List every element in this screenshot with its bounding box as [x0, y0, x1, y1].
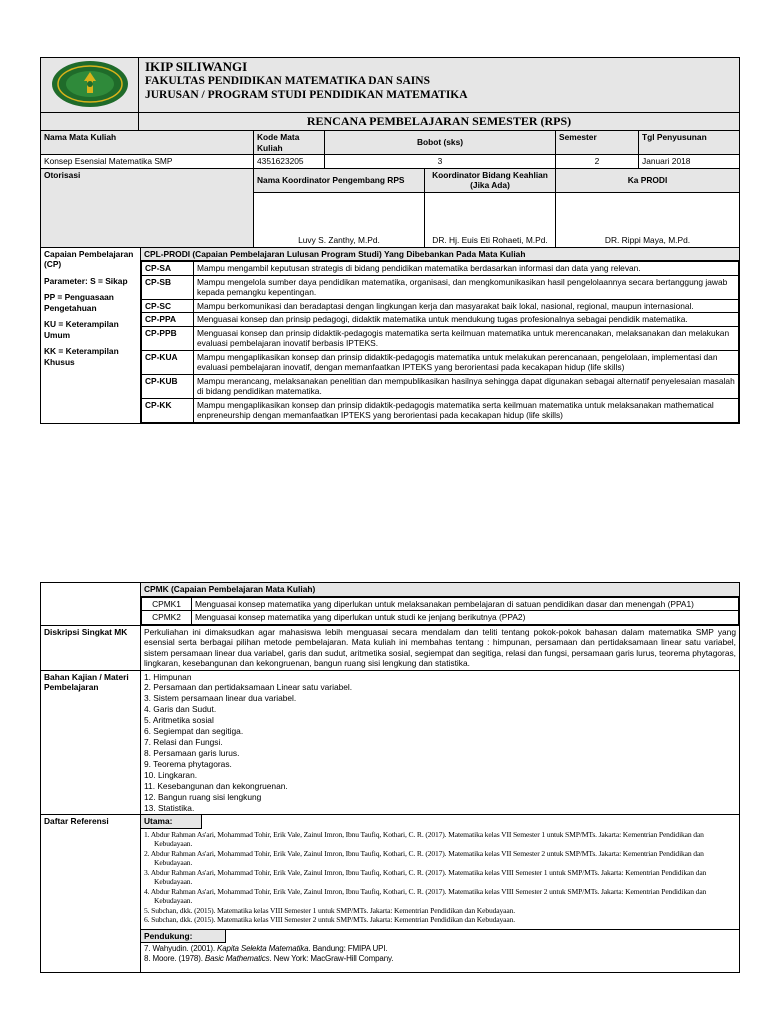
param-kk-label: KK = Keterampilan Khusus: [44, 346, 119, 367]
cp-item-row: [142, 374, 739, 398]
faculty-name: FAKULTAS PENDIDIKAN MATEMATIKA DAN SAINS: [145, 74, 430, 87]
label-course-name: Nama Mata Kuliah: [41, 131, 254, 155]
label-head-of-program: Ka PRODI: [556, 168, 740, 192]
cpmk-item-row: [142, 611, 739, 625]
cpl-prodi-header: CPL-PRODI (Capaian Pembelajaran Lulusan Program Studi) Yang Dibebankan Pada Mata Kuliah: [141, 247, 740, 261]
reference-support-author: Wahyudin. (2001).: [152, 944, 218, 954]
topics-cell: [141, 670, 740, 815]
reference-main-item: 1. Abdur Rahman As'ari, Mohammad Tohir, Erik Vale, Zainul Imron, Ibnu Taufiq, Kothari, C. R. (2017). Matematika kelas VII Semester 1 untuk SMP/MTs. Jakarta: Kementrian Pendidikan dan Kebudayaan.: [144, 829, 704, 849]
logo-cell: [41, 58, 139, 113]
topic-item: 9. Teorema phytagoras.: [144, 758, 232, 769]
head-of-program-signature: DR. Rippi Maya, M.Pd.: [556, 192, 740, 247]
cpmk-table: [40, 582, 740, 973]
cp-item-text: Mampu merancang, melaksanakan penelitian dan mempublikasikan hasilnya sehingga dapat digunakan sebagai alternatif penyelesaian masalah di bidang pendidikan matematika.: [194, 374, 739, 398]
topic-item: 6. Segiempat dan segitiga.: [144, 726, 244, 737]
cp-item-code: CP-KUB: [142, 374, 194, 398]
param-ku-label: KU = Keterampilan Umum: [44, 319, 119, 340]
references-main-list: [141, 829, 739, 929]
reference-support-item: [144, 944, 736, 954]
reference-support-rest: . New York: MacGraw-Hill Company.: [269, 954, 394, 964]
cp-item-text: Mampu mengelola sumber daya pendidikan matematika, organisasi, dan mengkomunikasikan hasil pengelolaannya secara bertanggung jawab kepada pemangku kepentingan.: [194, 275, 739, 299]
topic-item: 7. Relasi dan Fungsi.: [144, 737, 223, 748]
course-semester: 2: [556, 155, 639, 169]
reference-main-item: 4. Abdur Rahman As'ari, Mohammad Tohir, Erik Vale, Zainul Imron, Ibnu Taufiq, Kothari, C. R. (2017). Matematika kelas VIII Semester 2 untuk SMP/MTs. Jakarta: Kementrian Pendidikan dan Kebudayaan.: [144, 886, 707, 906]
cpmk-item-code: CPMK1: [142, 597, 192, 611]
reference-support-title: Kapita Selekta Matematika: [217, 944, 309, 954]
course-description: Perkuliahan ini dimaksudkan agar mahasiswa lebih menguasai secara mendalam dan teliti tentang pokok-pokok bahasan dalam matematika SMP yang esensial serta berbagai pilihan metode pembelajaran. Mata kuliah ini membahas tentang : himpunan, persamaan dan pertidaksamaan linear satu variabel, sistem persamaan linear dua variabel, garis dan sudut, aritmetika sosial, segiempat dan segitiga, relasi dan fungsi, persamaan garis lurus, teorema phytagoras, lingkaran, kesebangunan dan kekongruenan, bangun ruang sisi lengkung dan statistika.: [141, 625, 740, 670]
cpmk-item-code: CPMK2: [142, 611, 192, 625]
topic-item: 5. Aritmetika sosial: [144, 715, 214, 726]
reference-support-rest: . Bandung: FMIPA UPI.: [308, 944, 388, 954]
cpmk-left-blank: [41, 583, 141, 626]
topic-item: 10. Lingkaran.: [144, 769, 198, 780]
references-support-cell: [141, 929, 740, 973]
label-description: Diskripsi Singkat MK: [41, 625, 141, 670]
reference-main-item: 5. Subchan, dkk. (2015). Matematika kelas VIII Semester 1 untuk SMP/MTs. Jakarta: Kementrian Pendidikan dan Kebudayaan.: [144, 905, 515, 915]
course-date: Januari 2018: [639, 155, 740, 169]
course-name: Konsep Esensial Matematika SMP: [41, 155, 254, 169]
document-title: RENCANA PEMBELAJARAN SEMESTER (RPS): [139, 113, 740, 131]
course-info-table: [40, 130, 740, 169]
cp-item-code: CP-SC: [142, 299, 194, 313]
topic-item: 13. Statistika.: [144, 802, 195, 813]
reference-support-author: Moore. (1978).: [152, 954, 205, 964]
cp-item-row: [142, 398, 739, 422]
cp-item-text: Mampu mengaplikasikan konsep dan prinsip didaktik-pedagogis matematika untuk melakukan perencanaan, pengelolaan, implementasi dan evaluasi pembelajaran inovatif, dengan memanfaatkan IPTEKS yang berorientasi pada kecakapan hidup (life skills): [194, 350, 739, 374]
cp-label: Capaian Pembelajaran (CP): [44, 248, 134, 269]
cp-item-text: Menguasai konsep dan prinsip didaktik-pedagogis matematika serta keilmuan matematika untuk merencanakan, melaksanakan dan melakukan evaluasi pembelajaran inovatif berbasis IPTEKS.: [194, 326, 739, 350]
references-support-label: Pendukung:: [141, 930, 226, 944]
authorization-table: [40, 168, 740, 248]
cp-item-text: Mampu mengaplikasikan konsep dan prinsip didaktik-pedagogis matematika serta keilmuan matematika untuk melaksanakan mathematical enpreneurship dengan memanfaatkan IPTEKS yang berorientasi pada kecakapan hidup (life skills): [194, 398, 739, 422]
topic-item: 11. Kesebangunan dan kekongruenan.: [144, 780, 288, 791]
label-references: Daftar Referensi: [41, 815, 141, 973]
cpmk-item-text: Menguasai konsep matematika yang diperlukan untuk studi ke jenjang berikutnya (PPA2): [192, 611, 739, 625]
label-credits: Bobot (sks): [325, 131, 556, 155]
header-table: [40, 57, 740, 131]
cp-item-code: CP-SB: [142, 275, 194, 299]
reference-main-item: 6. Subchan, dkk. (2015). Matematika kelas VIII Semester 2 untuk SMP/MTs. Jakarta: Kementrian Pendidikan dan Kebudayaan.: [144, 915, 515, 925]
institution-logo-icon: [49, 59, 131, 109]
institution-name: IKIP SILIWANGI: [145, 59, 248, 74]
label-course-code: Kode Mata Kuliah: [254, 131, 325, 155]
topic-item: 1. Himpunan: [144, 671, 192, 682]
cp-item-row: [142, 262, 739, 276]
label-date: Tgl Penyusunan: [639, 131, 740, 155]
references-main-label: Utama:: [141, 815, 202, 829]
cpmk-item-text: Menguasai konsep matematika yang diperlukan untuk melaksanakan pembelajaran di satuan pendidikan dasar dan menengah (PPA1): [192, 597, 739, 611]
cpmk-list-cell: [141, 596, 740, 625]
department-name: JURUSAN / PROGRAM STUDI PENDIDIKAN MATEMATIKA: [145, 88, 468, 101]
topic-item: 4. Garis dan Sudut.: [144, 704, 217, 715]
dev-coordinator-signature: Luvy S. Zanthy, M.Pd.: [254, 192, 425, 247]
cpmk-items-table: [141, 597, 739, 625]
label-topics: Bahan Kajian / Materi Pembelajaran: [41, 670, 141, 815]
reference-support-title: Basic Mathematics: [204, 954, 270, 964]
reference-support-item: [144, 954, 736, 964]
field-coordinator-signature: DR. Hj. Euis Eti Rohaeti, M.Pd.: [425, 192, 556, 247]
topic-item: 3. Sistem persamaan linear dua variabel.: [144, 693, 297, 704]
institution-header: [139, 58, 740, 113]
cp-item-text: Mampu berkomunikasi dan beradaptasi dengan lingkungan kerja dan masyarakat baik lokal, nasional, regional, maupun internasional.: [194, 299, 739, 313]
cp-item-row: [142, 275, 739, 299]
cpmk-header: CPMK (Capaian Pembelajaran Mata Kuliah): [141, 583, 740, 597]
cp-item-text: Menguasai konsep dan prinsip pedagogi, didaktik matematika untuk mendukung tugas profesionalnya sebagai pendidik matematika.: [194, 313, 739, 327]
topic-item: 12. Bangun ruang sisi lengkung: [144, 791, 262, 802]
cpmk-item-row: [142, 597, 739, 611]
topic-item: 8. Persamaan garis lurus.: [144, 747, 240, 758]
title-spacer: [41, 113, 139, 131]
cp-list-cell: [141, 261, 740, 424]
cp-item-text: Mampu mengambil keputusan strategis di bidang pendidikan matematika berdasarkan informasi dan data yang relevan.: [194, 262, 739, 276]
cp-item-code: CP-KK: [142, 398, 194, 422]
cp-parameter-labels: [41, 247, 141, 423]
cp-items-table: [141, 261, 739, 423]
cp-item-row: [142, 350, 739, 374]
cp-item-code: CP-SA: [142, 262, 194, 276]
cp-item-row: [142, 326, 739, 350]
reference-support-num: 8.: [144, 954, 153, 964]
topic-item: 2. Persamaan dan pertidaksamaan Linear satu variabel.: [144, 682, 353, 693]
topic-list: [144, 672, 736, 814]
cp-item-row: [142, 299, 739, 313]
label-semester: Semester: [556, 131, 639, 155]
label-authorization: Otorisasi: [41, 168, 254, 247]
param-pp-label: PP = Penguasaan Pengetahuan: [44, 292, 114, 313]
rps-bottom-section: [40, 582, 740, 973]
reference-main-item: 3. Abdur Rahman As'ari, Mohammad Tohir, Erik Vale, Zainul Imron, Ibnu Taufiq, Kothari, C. R. (2017). Matematika kelas VIII Semester 1 untuk SMP/MTs. Jakarta: Kementrian Pendidikan dan Kebudayaan.: [144, 867, 707, 887]
label-dev-coordinator: Nama Koordinator Pengembang RPS: [254, 168, 425, 192]
label-field-coordinator: Koordinator Bidang Keahlian (Jika Ada): [425, 168, 556, 192]
course-credits: 3: [325, 155, 556, 169]
cp-item-code: CP-PPB: [142, 326, 194, 350]
references-support-list: [141, 943, 739, 972]
reference-support-num: 7.: [144, 944, 153, 954]
course-code: 4351623205: [254, 155, 325, 169]
cp-item-code: CP-PPA: [142, 313, 194, 327]
rps-top-section: [40, 57, 740, 424]
references-main-cell: [141, 815, 740, 929]
cp-item-row: [142, 313, 739, 327]
cp-item-code: CP-KUA: [142, 350, 194, 374]
reference-main-item: 2. Abdur Rahman As'ari, Mohammad Tohir, Erik Vale, Zainul Imron, Ibnu Taufiq, Kothari, C. R. (2017). Matematika kelas VII Semester 2 untuk SMP/MTs. Jakarta: Kementrian Pendidikan dan Kebudayaan.: [144, 848, 704, 868]
param-sikap-label: Parameter: S = Sikap: [44, 275, 128, 286]
cp-table: [40, 247, 740, 424]
